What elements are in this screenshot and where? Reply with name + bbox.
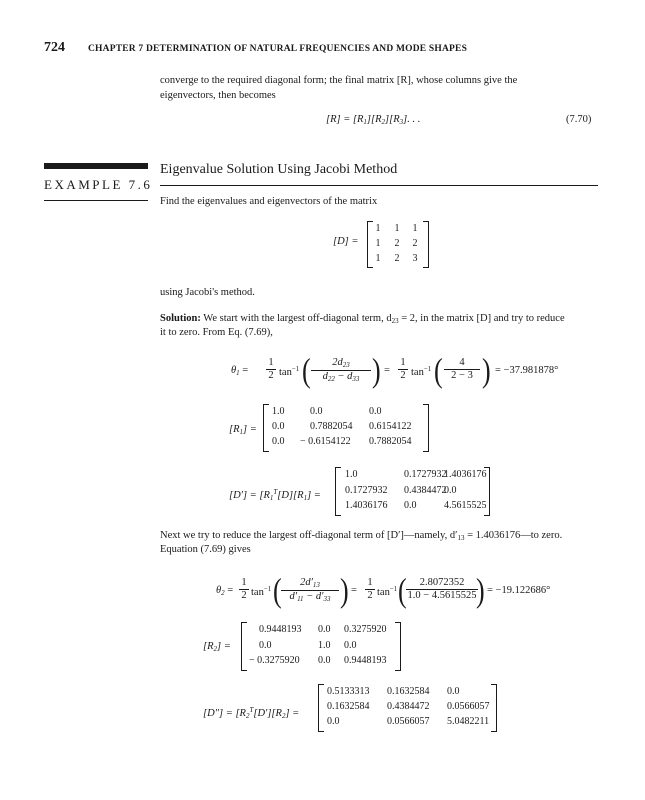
example-bar — [44, 163, 148, 169]
d-double-prime-cell: 0.5133313 — [327, 686, 370, 697]
r1-cell: 1.0 — [272, 406, 285, 417]
matrix-d-cell: 1 — [375, 223, 381, 234]
matrix-d-cell: 2 — [394, 253, 400, 264]
theta1-tan: $\tan^{-1}$ — [279, 365, 300, 378]
d-double-prime-cell: 0.0 — [447, 686, 460, 697]
d-prime-cell: 1.0 — [345, 469, 358, 480]
d-double-prime-cell: 0.0566057 — [387, 716, 430, 727]
theta1-left-paren-2: ( — [434, 351, 443, 390]
theta1-fraction: $\frac{2d_{23}}{d_{22} - d_{33}}$ — [311, 357, 371, 383]
example-label: EXAMPLE 7.6 — [44, 177, 153, 192]
d-double-prime-cell: 5.0482211 — [447, 716, 490, 727]
theta2-result: = −19.122686° — [487, 585, 551, 596]
matrix-d-cell: 1 — [375, 238, 381, 249]
d-prime-cell: 0.0 — [404, 500, 417, 511]
d-prime-label: $[D'] = [R_1^T[D][R_1]$ = — [229, 488, 321, 502]
d-prime-cell: 0.4384472 — [404, 485, 447, 496]
d-double-prime-label: $[D''] = [R_2^T[D'][R_2]$ = — [203, 706, 300, 720]
d-double-prime-cell: 0.1632584 — [387, 686, 430, 697]
chapter-header: CHAPTER 7 DETERMINATION OF NATURAL FREQUENCIES AND MODE SHAPES — [88, 44, 468, 54]
matrix-d-cell: 1 — [394, 223, 400, 234]
theta1-lhs: $\theta_1$ = — [231, 365, 249, 377]
r1-cell: 0.0 — [310, 406, 323, 417]
r1-left-bracket — [263, 404, 269, 452]
example-statement: Find the eigenvalues and eigenvectors of the matrix — [160, 196, 378, 207]
r1-label: $[R_1]$ = — [229, 424, 257, 436]
r1-cell: 0.7882054 — [369, 436, 412, 447]
r2-cell: 0.0 — [344, 640, 357, 651]
theta2-left-paren-2: ( — [398, 571, 407, 610]
theta1-right-paren-2: ) — [482, 351, 491, 390]
d-prime-cell: 0.1727932 — [345, 485, 388, 496]
r2-label: $[R_2]$ = — [203, 641, 231, 653]
d-prime-cell: 0.1727932 — [404, 469, 447, 480]
next-line-2: Equation (7.69) gives — [160, 544, 251, 555]
matrix-d-cell: 2 — [412, 238, 418, 249]
theta1-right-paren: ) — [372, 351, 381, 390]
theta1-result: = −37.981878° — [495, 365, 559, 376]
theta2-half-2: $\frac{1}{2}$ — [365, 577, 375, 601]
example-title-rule — [160, 185, 598, 186]
theta2-right-paren-2: ) — [476, 571, 485, 610]
d-double-prime-cell: 0.1632584 — [327, 701, 370, 712]
theta1-eq2: = — [384, 365, 390, 376]
r1-right-bracket — [423, 404, 429, 452]
page-number: 724 — [44, 40, 65, 55]
r2-cell: 0.0 — [318, 624, 331, 635]
d-prime-cell: 0.0 — [444, 485, 457, 496]
solution-line-2: it to zero. From Eq. (7.69), — [160, 327, 273, 338]
r2-cell: 0.0 — [259, 640, 272, 651]
intro-line-1: converge to the required diagonal form; the final matrix [R], whose columns give the — [160, 75, 518, 86]
matrix-d-label: [D] = — [333, 236, 359, 247]
r2-cell: 0.9448193 — [259, 624, 302, 635]
r2-cell: 0.3275920 — [344, 624, 387, 635]
next-line-1: Next we try to reduce the largest off-diagonal term of [D′]—namely, $d'_{13}$ = 1.4036176—to zero. — [160, 530, 563, 542]
d-prime-left-bracket — [335, 467, 341, 516]
r2-cell: − 0.3275920 — [249, 655, 300, 666]
theta1-half: $\frac{1}{2}$ — [266, 357, 276, 381]
r1-cell: 0.0 — [272, 421, 285, 432]
r1-cell: − 0.6154122 — [300, 436, 351, 447]
theta2-half: $\frac{1}{2}$ — [239, 577, 249, 601]
d-double-prime-cell: 0.0566057 — [447, 701, 490, 712]
r2-cell: 1.0 — [318, 640, 331, 651]
theta2-tan-2: $\tan^{-1}$ — [377, 585, 398, 598]
matrix-d-cell: 3 — [412, 253, 418, 264]
theta2-right-paren: ) — [340, 571, 349, 610]
theta2-fraction-2: $\frac{2.8072352}{1.0 - 4.5615525}$ — [407, 577, 477, 601]
using-jacobi: using Jacobi's method. — [160, 287, 255, 298]
d-double-prime-right-bracket — [491, 684, 497, 732]
theta1-half-2: $\frac{1}{2}$ — [398, 357, 408, 381]
r1-cell: 0.0 — [272, 436, 285, 447]
d-prime-cell: 4.5615525 — [444, 500, 487, 511]
theta2-tan: $\tan^{-1}$ — [251, 585, 272, 598]
r1-cell: 0.0 — [369, 406, 382, 417]
r2-cell: 0.0 — [318, 655, 331, 666]
equation-7-70: $[R] = [R_1][R_2][R_3]$. . . — [326, 114, 421, 126]
matrix-d-right-bracket — [423, 221, 429, 268]
r2-cell: 0.9448193 — [344, 655, 387, 666]
matrix-d-cell: 2 — [394, 238, 400, 249]
example-label-rule — [44, 200, 148, 201]
matrix-d-cell: 1 — [375, 253, 381, 264]
theta1-left-paren: ( — [302, 351, 311, 390]
d-double-prime-cell: 0.0 — [327, 716, 340, 727]
theta2-left-paren: ( — [273, 571, 282, 610]
r2-left-bracket — [241, 622, 247, 671]
example-title: Eigenvalue Solution Using Jacobi Method — [160, 162, 398, 177]
matrix-d-cell: 1 — [412, 223, 418, 234]
d-double-prime-cell: 0.4384472 — [387, 701, 430, 712]
d-prime-cell: 1.4036176 — [444, 469, 487, 480]
theta2-eq2: = — [351, 585, 357, 596]
theta1-tan-2: $\tan^{-1}$ — [411, 365, 432, 378]
r1-cell: 0.6154122 — [369, 421, 412, 432]
solution-line-1: Solution: We start with the largest off-diagonal term, $d_{23} = 2$, in the matrix [D] and try to reduce — [160, 313, 565, 325]
d-prime-cell: 1.4036176 — [345, 500, 388, 511]
theta2-lhs: $\theta_2$ = — [216, 585, 234, 597]
theta2-fraction: $\frac{2d'_{13}}{d'_{11} - d'_{33}}$ — [281, 577, 339, 603]
d-double-prime-left-bracket — [318, 684, 324, 732]
r2-right-bracket — [395, 622, 401, 671]
r1-cell: 0.7882054 — [310, 421, 353, 432]
equation-number: (7.70) — [566, 114, 592, 125]
theta1-fraction-2: $\frac{4}{2 - 3}$ — [444, 357, 480, 381]
intro-line-2: eigenvectors, then becomes — [160, 90, 276, 101]
